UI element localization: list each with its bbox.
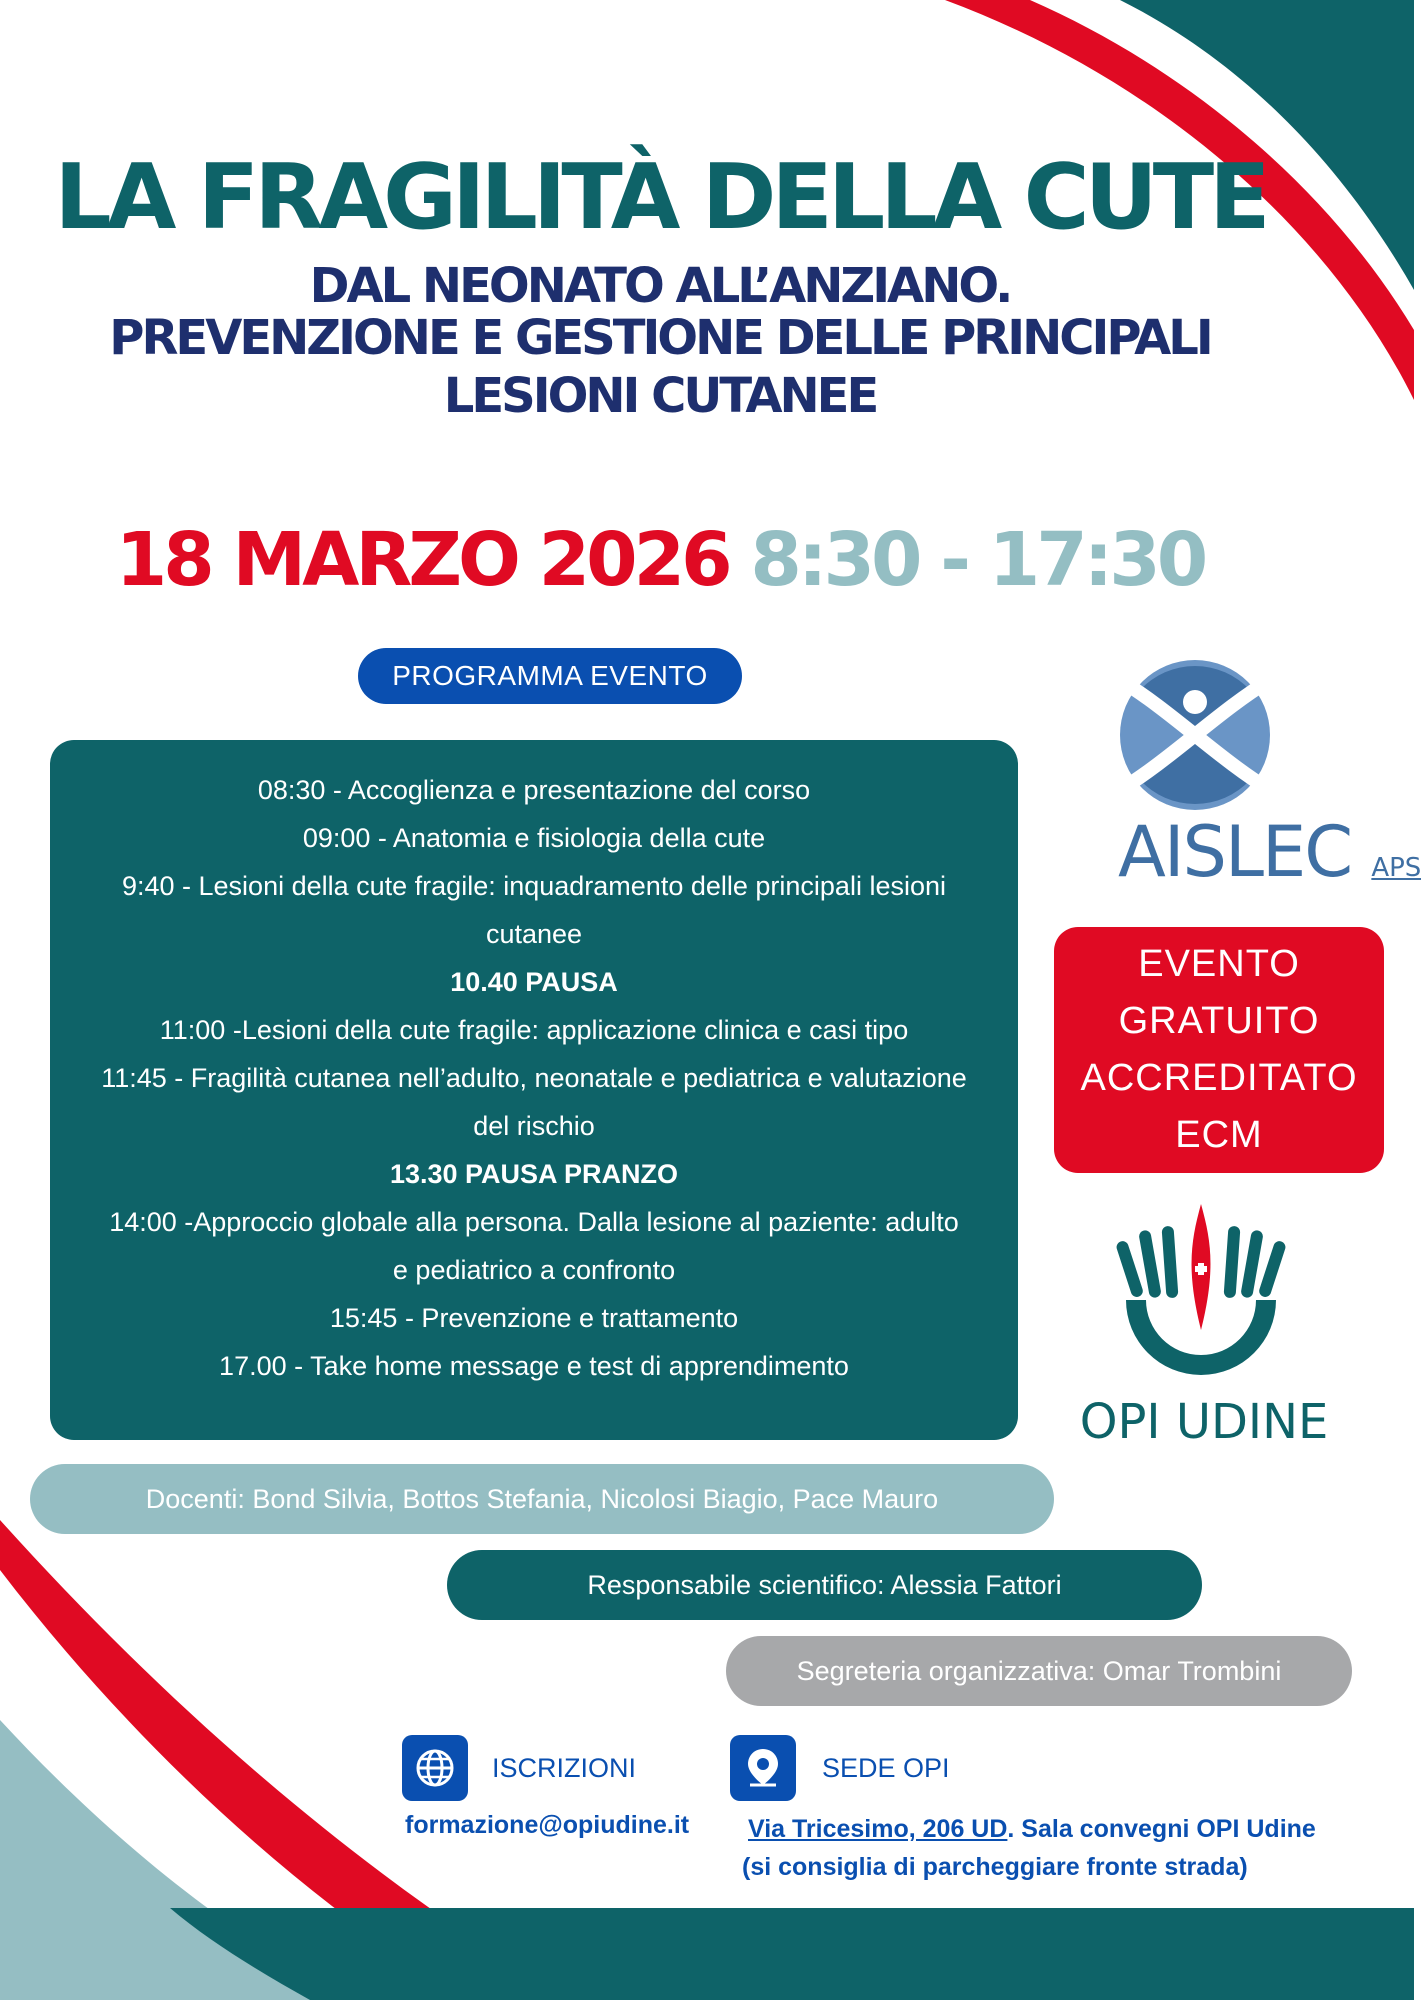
sede-label: SEDE OPI — [822, 1753, 950, 1783]
program-row: 08:30 - Accoglienza e presentazione del corso — [257, 775, 811, 805]
program-row: del rischio — [473, 1111, 595, 1141]
bottom-teal-band — [170, 1908, 1414, 2000]
event-date: 18 MARZO 2026 — [115, 517, 729, 603]
segreteria-pill: Segreteria organizzativa: Omar Trombini — [726, 1636, 1352, 1706]
program-row: 11:45 - Fragilità cutanea nell’adulto, neonatale e pediatrica e valutazione — [101, 1063, 967, 1093]
opi-udine-logo-icon — [1106, 1200, 1296, 1390]
program-label: PROGRAMMA EVENTO — [358, 648, 742, 704]
location-pin-icon — [730, 1735, 796, 1801]
aislec-logo-text: AISLEC APS — [1118, 811, 1421, 893]
free-event-badge: EVENTO GRATUITO ACCREDITATO ECM — [1054, 927, 1384, 1173]
subtitle-line-1: DAL NEONATO ALL’ANZIANO. — [309, 258, 1011, 314]
program-row: e pediatrico a confronto — [392, 1255, 676, 1285]
iscrizioni-label: ISCRIZIONI — [492, 1753, 637, 1783]
program-row: 9:40 - Lesioni della cute fragile: inquadramento delle principali lesioni — [121, 871, 946, 901]
event-time: 8:30 - 17:30 — [750, 517, 1205, 603]
program-row: 11:00 -Lesioni della cute fragile: applicazione clinica e casi tipo — [159, 1015, 909, 1045]
globe-icon — [402, 1735, 468, 1801]
program-row-break: 13.30 PAUSA PRANZO — [389, 1159, 679, 1189]
subtitle-line-2: PREVENZIONE E GESTIONE DELLE PRINCIPALI — [109, 310, 1211, 366]
page-title: LA FRAGILITÀ DELLA CUTE — [54, 145, 1266, 250]
iscrizioni-email-link[interactable]: formazione@opiudine.it — [405, 1811, 690, 1839]
address-link[interactable]: Via Tricesimo, 206 UD — [748, 1815, 1008, 1843]
sede-address: Via Tricesimo, 206 UD. Sala convegni OPI Udine — [748, 1815, 1316, 1843]
responsabile-pill: Responsabile scientifico: Alessia Fattori — [447, 1550, 1202, 1620]
program-row: cutanee — [485, 919, 583, 949]
program-row: 09:00 - Anatomia e fisiologia della cute — [302, 823, 766, 853]
aislec-logo-icon — [1110, 650, 1280, 820]
program-box — [50, 740, 1018, 1440]
program-row-break: 10.40 PAUSA — [450, 967, 618, 997]
opi-udine-logo-text: OPI UDINE — [1079, 1394, 1329, 1450]
program-row: 14:00 -Approccio globale alla persona. Dalla lesione al paziente: adulto — [109, 1207, 959, 1237]
docenti-pill: Docenti: Bond Silvia, Bottos Stefania, Nicolosi Biagio, Pace Mauro — [30, 1464, 1054, 1534]
event-date-time — [0, 510, 1320, 610]
parking-note: (si consiglia di parcheggiare fronte strada) — [742, 1853, 1248, 1881]
subtitle-line-3: LESIONI CUTANEE — [443, 368, 877, 424]
program-row: 17.00 - Take home message e test di apprendimento — [219, 1351, 849, 1381]
program-row: 15:45 - Prevenzione e trattamento — [329, 1303, 739, 1333]
